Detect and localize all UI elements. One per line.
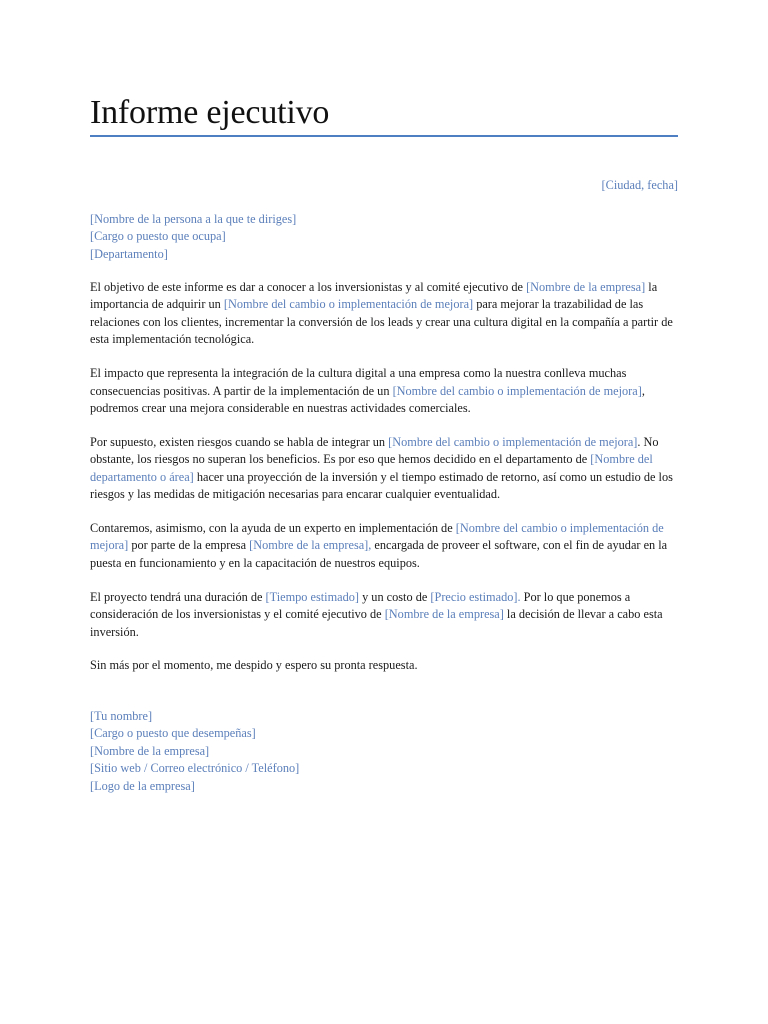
paragraph-text: El proyecto tendrá una duración de [90, 589, 266, 604]
paragraph-expert [90, 520, 678, 572]
paragraph-text: Por lo que ponemos a consideración de los inversionistas y el comité ejecutivo de [90, 589, 631, 622]
report-body [90, 279, 678, 691]
paragraph-text: hacer una proyección de la inversión y el tiempo estimado de retorno, así como un estudio de los riesgos y las medidas de mitigación necesarias para encarar cualquier eventualidad. [90, 469, 673, 502]
recipient-block [90, 211, 678, 263]
recipient-name: [Nombre de la persona a la que te diriges] [90, 212, 297, 226]
paragraph-text: encargada de proveer el software, con el fin de ayudar en la puesta en funcionamiento y en la capacitación de nuestros equipos. [90, 538, 668, 570]
signature-position: [Cargo o puesto que desempeñas] [90, 726, 256, 741]
paragraph-text: y un costo de [359, 589, 431, 604]
paragraph-text: la importancia de adquirir un [90, 280, 658, 312]
date-placeholder: [Ciudad, fecha] [601, 178, 678, 192]
placeholder-improvement-name: [Nombre del cambio o implementación de mejora] [388, 434, 638, 449]
placeholder-improvement-name: [Nombre del cambio o implementación de mejora] [90, 520, 664, 553]
paragraph-closing [90, 657, 678, 674]
placeholder-company-name: [Nombre de la empresa] [384, 607, 504, 622]
placeholder-improvement-name: [Nombre del cambio o implementación de mejora] [223, 297, 474, 312]
recipient-position: [Cargo o puesto que ocupa] [90, 229, 226, 244]
signature-name: [Tu nombre] [90, 709, 153, 723]
paragraph-text: la decisión de llevar a cabo esta inversión. [90, 607, 663, 639]
paragraph-text: por parte de la empresa [128, 538, 250, 553]
signature-block [90, 708, 678, 795]
paragraph-impact [90, 365, 678, 417]
paragraph-text: , podremos crear una mejora considerable en nuestras actividades comerciales. [90, 383, 645, 415]
paragraph-text: El impacto que representa la integración de la cultura digital a una empresa como la nuestra conlleva muchas consecuencias positivas. A partir de la implementación de un [90, 366, 627, 398]
placeholder-company-name: [Nombre de la empresa], [249, 538, 372, 553]
placeholder-estimated-price: [Precio estimado]. [430, 589, 521, 604]
paragraph-duration-cost [90, 589, 678, 641]
paragraph-text: El objetivo de este informe es dar a conocer a los inversionistas y al comité ejecutivo de [90, 280, 527, 294]
paragraph-text: Por supuesto, existen riesgos cuando se habla de integrar un [90, 434, 389, 449]
paragraph-text: Contaremos, asimismo, con la ayuda de un experto en implementación de [90, 520, 456, 535]
paragraph-risks [90, 434, 678, 504]
signature-logo: [Logo de la empresa] [90, 778, 195, 793]
recipient-department: [Departamento] [90, 246, 168, 261]
title-divider [90, 135, 678, 137]
placeholder-company-name: [Nombre de la empresa] [526, 280, 646, 294]
placeholder-improvement-name: [Nombre del cambio o implementación de mejora] [392, 383, 642, 398]
placeholder-estimated-time: [Tiempo estimado] [265, 589, 359, 604]
paragraph-text: para mejorar la trazabilidad de las relaciones con los clientes, incrementar la conversión de los leads y crear una cultura digital en la compañía a partir de esta implementación tecnológica. [90, 297, 673, 347]
paragraph-text: Sin más por el momento, me despido y espero su pronta respuesta. [90, 658, 418, 673]
placeholder-department-name: [Nombre del departamento o área] [90, 452, 653, 484]
signature-contact: [Sitio web / Correo electrónico / Teléfono] [90, 761, 300, 776]
paragraph-objective [90, 279, 678, 349]
signature-company: [Nombre de la empresa] [90, 743, 210, 758]
page-title: Informe ejecutivo [90, 94, 330, 131]
paragraph-text: . No obstante, los riesgos no superan los beneficios. Es por eso que hemos decidido en el departamento de [90, 434, 659, 467]
